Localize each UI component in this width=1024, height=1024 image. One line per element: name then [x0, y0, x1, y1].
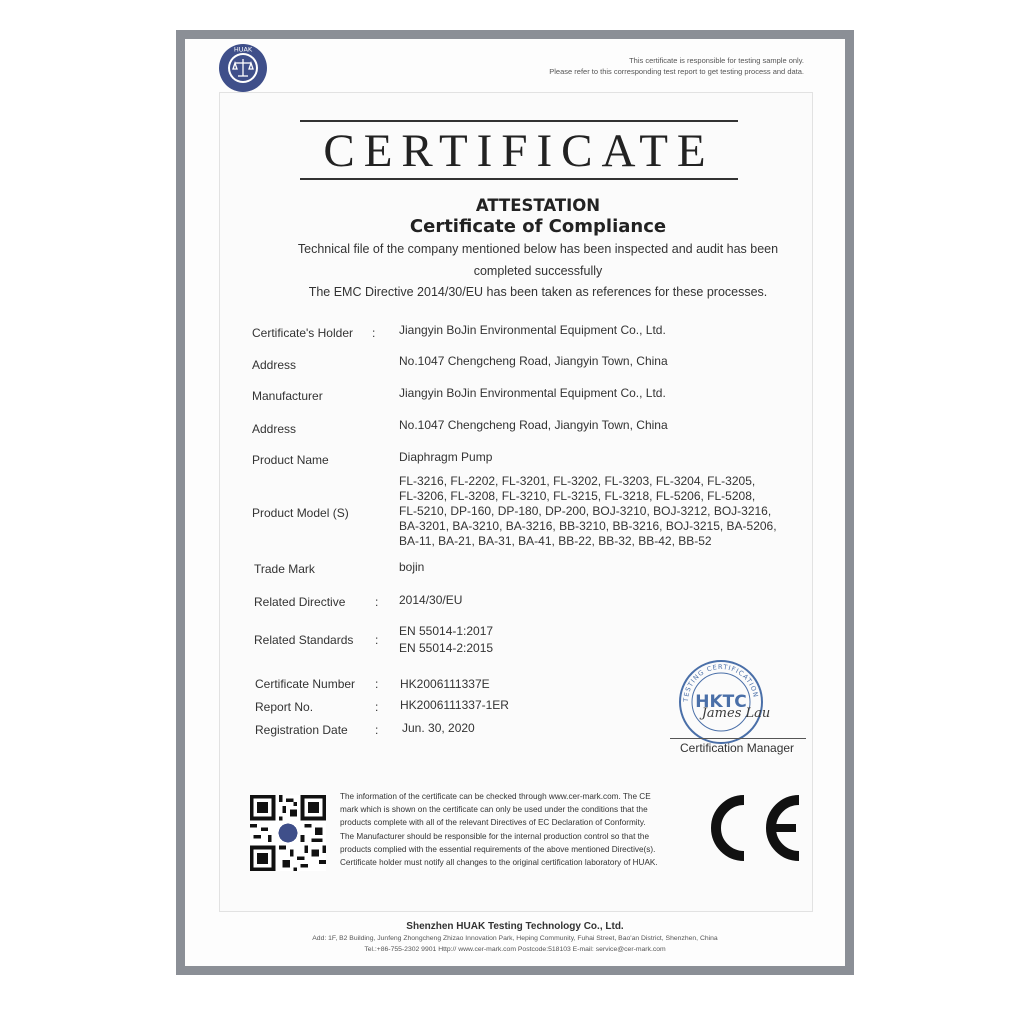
- colon: :: [375, 700, 379, 714]
- certificate-title: CERTIFICATE: [300, 120, 738, 180]
- colon: :: [375, 595, 379, 609]
- product-model-line: BA-3201, BA-3210, BA-3216, BB-3210, BB-3216, BOJ-3215, BA-5206,: [399, 519, 777, 533]
- info-line6: Certificate holder must notify all changes to the original certification laboratory of HUAK.: [340, 858, 658, 868]
- certificate-number-value: HK2006111337E: [400, 677, 490, 691]
- signature-line: [670, 738, 806, 739]
- attestation-heading: ATTESTATION: [475, 196, 601, 215]
- certification-manager-label: Certification Manager: [680, 741, 795, 755]
- colon: :: [372, 326, 376, 340]
- manufacturer-value: Jiangyin BoJin Environmental Equipment Co., Ltd.: [399, 386, 666, 400]
- address1-value: No.1047 Chengcheng Road, Jiangyin Town, China: [399, 354, 668, 368]
- compliance-heading: Certificate of Compliance: [409, 216, 667, 237]
- stamp-text: HKTC: [695, 692, 747, 712]
- report-no-value: HK2006111337-1ER: [400, 698, 509, 712]
- product-model-line: FL-3206, FL-3208, FL-3210, FL-3215, FL-3218, FL-5206, FL-5208,: [399, 489, 756, 503]
- info-line1: The information of the certificate can be checked through www.cer-mark.com. The CE: [340, 792, 651, 801]
- address2-value: No.1047 Chengcheng Road, Jiangyin Town, China: [399, 418, 668, 432]
- hktc-stamp: [674, 657, 774, 747]
- top-note: [549, 55, 804, 77]
- info-line2: mark which is shown on the certificate can only be used under the conditions that the: [340, 805, 648, 815]
- related-directive-value: 2014/30/EU: [399, 593, 463, 607]
- top-note-line2: Please refer to this corresponding test report to get testing process and data.: [549, 67, 804, 76]
- product-model-line: FL-3216, FL-2202, FL-3201, FL-3202, FL-3203, FL-3204, FL-3205,: [399, 474, 756, 488]
- ce-mark-icon: [704, 792, 804, 864]
- info-line3: products complete with all of the relevant Directives of EC Declaration of Conformity.: [340, 818, 646, 828]
- qr-code: [250, 795, 326, 871]
- product-model-list: [399, 474, 791, 549]
- product-model-label: Product Model (S): [252, 506, 349, 520]
- related-directive-label: Related Directive: [254, 595, 346, 609]
- product-name-label: Product Name: [252, 453, 329, 467]
- footer-contact: Tel.:+86-755-2302 9901 Http:// www.cer-mark.com Postcode:518103 E-mail: service@cer-mark.com: [364, 946, 666, 953]
- colon: :: [375, 633, 379, 647]
- huak-logo: [218, 43, 268, 93]
- stamp-ring-text: TESTING CERTIFICATION: [681, 662, 760, 703]
- signature: James Lau: [701, 706, 771, 721]
- related-standards-value2: EN 55014-2:2015: [399, 641, 494, 655]
- description-line3: The EMC Directive 2014/30/EU has been taken as references for these processes.: [308, 285, 768, 299]
- description-line2: completed successfully: [473, 264, 603, 278]
- colon: :: [375, 723, 379, 737]
- info-line5: products complied with the essential requirements of the above mentioned Directive(s).: [340, 844, 656, 854]
- logo-text: HUAK: [233, 45, 253, 54]
- address2-label: Address: [252, 422, 297, 436]
- qr-logo-icon: [279, 824, 298, 843]
- footer-address: Add: 1F, B2 Building, Junfeng Zhongcheng Zhizao Innovation Park, Heping Community, Fuhai Street, Bao'an District, Shenzhen, China: [312, 935, 718, 942]
- colon: :: [375, 677, 379, 691]
- holder-value: Jiangyin BoJin Environmental Equipment Co., Ltd.: [399, 323, 666, 337]
- related-standards-value1: EN 55014-1:2017: [399, 624, 494, 638]
- product-model-line: BA-11, BA-21, BA-31, BA-41, BB-22, BB-32, BB-42, BB-52: [399, 534, 712, 548]
- certificate-number-label: Certificate Number: [255, 677, 356, 691]
- registration-date-label: Registration Date: [255, 723, 348, 737]
- trade-mark-label: Trade Mark: [254, 562, 315, 576]
- product-name-value: Diaphragm Pump: [399, 450, 493, 464]
- product-model-line: FL-5210, DP-160, DP-180, DP-200, BOJ-3210, BOJ-3212, BOJ-3216,: [399, 504, 772, 518]
- info-line4: The Manufacturer should be responsible for the internal production control so that the: [340, 831, 650, 841]
- holder-label: Certificate's Holder: [252, 326, 353, 340]
- certificate-info-text: [340, 790, 700, 869]
- trade-mark-value: bojin: [399, 560, 425, 574]
- address1-label: Address: [252, 358, 297, 372]
- manufacturer-label: Manufacturer: [252, 389, 323, 403]
- report-no-label: Report No.: [255, 700, 314, 714]
- related-standards-label: Related Standards: [254, 633, 354, 647]
- registration-date-value: Jun. 30, 2020: [402, 721, 475, 735]
- footer-company: Shenzhen HUAK Testing Technology Co., Ltd.: [406, 921, 624, 932]
- description-line1: Technical file of the company mentioned below has been inspected and audit has been: [297, 242, 779, 256]
- top-note-line1: This certificate is responsible for testing sample only.: [629, 56, 804, 65]
